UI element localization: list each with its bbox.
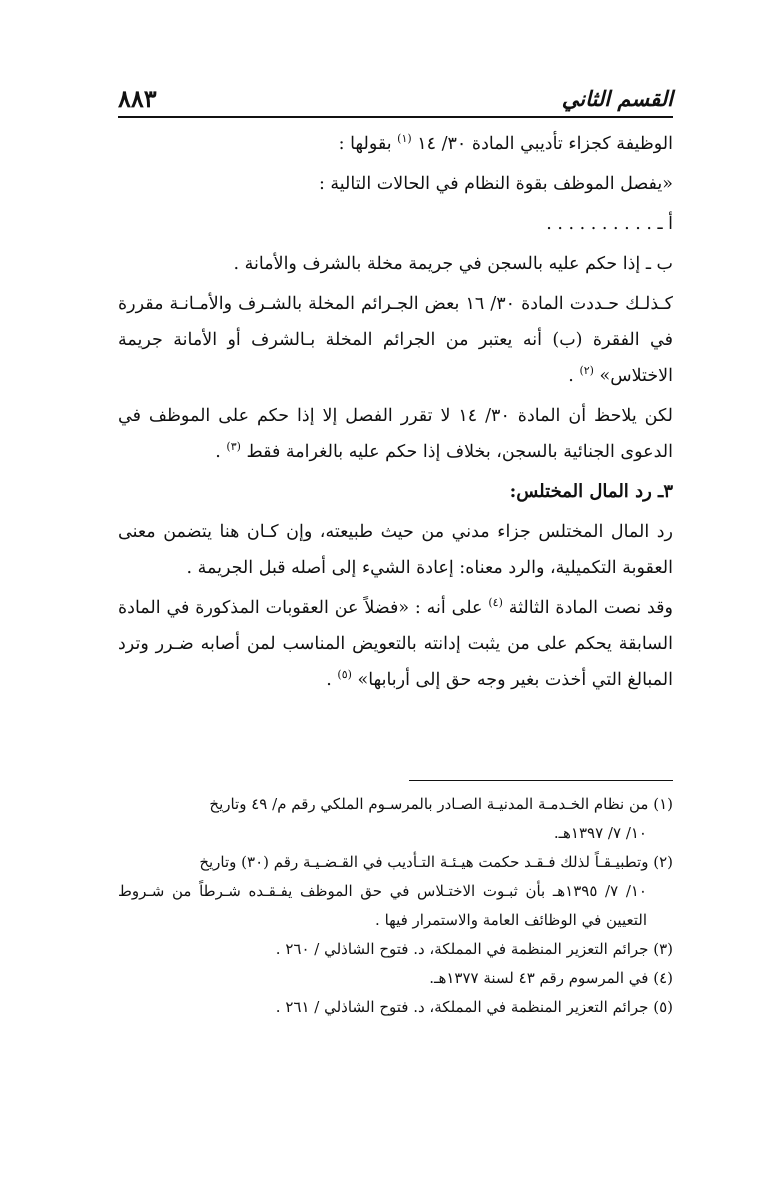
footnotes xyxy=(118,790,673,1022)
paragraph-6-end: . xyxy=(215,442,221,462)
footnote-ref-1: (١) xyxy=(397,132,412,146)
footnote-3: (٣) جرائم التعزير المنظمة في المملكة، د. فتوح الشاذلي / ٢٦٠ . xyxy=(275,940,673,958)
page-header xyxy=(118,86,673,118)
paragraph-6 xyxy=(118,398,673,470)
item-a: أ ـ . . . . . . . . . . xyxy=(546,214,673,234)
paragraph-8 xyxy=(118,590,673,698)
footnote-5: (٥) جرائم التعزير المنظمة في المملكة، د. فتوح الشاذلي / ٢٦١ . xyxy=(275,998,673,1016)
paragraph-1-text: الوظيفة كجزاء تأديبي المادة ٣٠/ ١٤ xyxy=(417,134,673,154)
footnote-1-continued: ١٠/ ٧/ ١٣٩٧هـ. xyxy=(553,824,647,842)
footnote-1: (١) من نظام الخـدمـة المدنيـة الصـادر بالمرسـوم الملكي رقم م/ ٤٩ وتاريخ xyxy=(209,795,673,813)
paragraph-5 xyxy=(118,286,673,394)
item-b: ب ـ إذا حكم عليه بالسجن في جريمة مخلة بالشرف والأمانة . xyxy=(233,254,673,274)
footnote-4: (٤) في المرسوم رقم ٤٣ لسنة ١٣٧٧هـ. xyxy=(429,969,673,987)
subheading: ٣ـ رد المال المختلس: xyxy=(509,481,673,502)
paragraph-5-end: . xyxy=(568,366,574,386)
paragraph-6-text: لكن يلاحظ أن المادة ٣٠/ ١٤ لا تقرر الفصل إلا إذا حكم على الموظف في الدعوى الجنائية بالسجن، بخلاف إذا حكم عليه بالغرامة فقط xyxy=(118,406,673,462)
paragraph-5-text: كـذلـك حـددت المادة ٣٠/ ١٦ بعض الجـرائم المخلة بالشـرف والأمـانـة مقررة في الفقرة (ب) أنه يعتبر من الجرائم المخلة بـالشرف أو الأمانة جريمة الاختلاس» xyxy=(118,294,673,386)
footnote-ref-4: (٤) xyxy=(488,596,503,610)
section-title: القسم الثاني xyxy=(561,86,673,111)
paragraph-8-text: على أنه : «فضلاً عن العقوبات المذكورة في المادة السابقة يحكم على من يثبت إدانته بالتعويض المناسب لمن أصابه ضـرر وترد المبالغ التي أخذت بغير وجه حق إلى أربابها» xyxy=(118,598,673,690)
main-text xyxy=(118,126,673,702)
paragraph-8-end: . xyxy=(326,670,332,690)
footnote-ref-5: (٥) xyxy=(337,668,352,682)
footnote-2: (٢) وتطبيـقـاً لذلك فـقـد حكمت هيـئـة التـأديب في القـضـيـة رقم (٣٠) وتاريخ xyxy=(199,853,673,871)
footnote-separator xyxy=(409,780,673,781)
paragraph-7: رد المال المختلس جزاء مدني من حيث طبيعته، وإن كـان هنا يتضمن معنى العقوبة التكميلية، والرد معناه: إعادة الشيء إلى أصله قبل الجريمة . xyxy=(118,522,673,578)
paragraph-8-start: وقد نصت المادة الثالثة xyxy=(508,598,673,618)
page-number: ٨٨٣ xyxy=(118,84,157,113)
footnote-ref-2: (٢) xyxy=(579,364,594,378)
paragraph-1-end: بقولها : xyxy=(338,134,392,154)
paragraph-1 xyxy=(118,126,673,162)
footnote-ref-3: (٣) xyxy=(226,440,241,454)
footnote-2-continued: ١٠/ ٧/ ١٣٩٥هـ بأن ثبـوت الاختـلاس في حق الموظف يفـقـده شـرطاً من شـروط التعيين في الوظائف العامة والاستمرار فيها . xyxy=(118,882,647,929)
quote-line: «يفصل الموظف بقوة النظام في الحالات التالية : xyxy=(318,174,673,194)
